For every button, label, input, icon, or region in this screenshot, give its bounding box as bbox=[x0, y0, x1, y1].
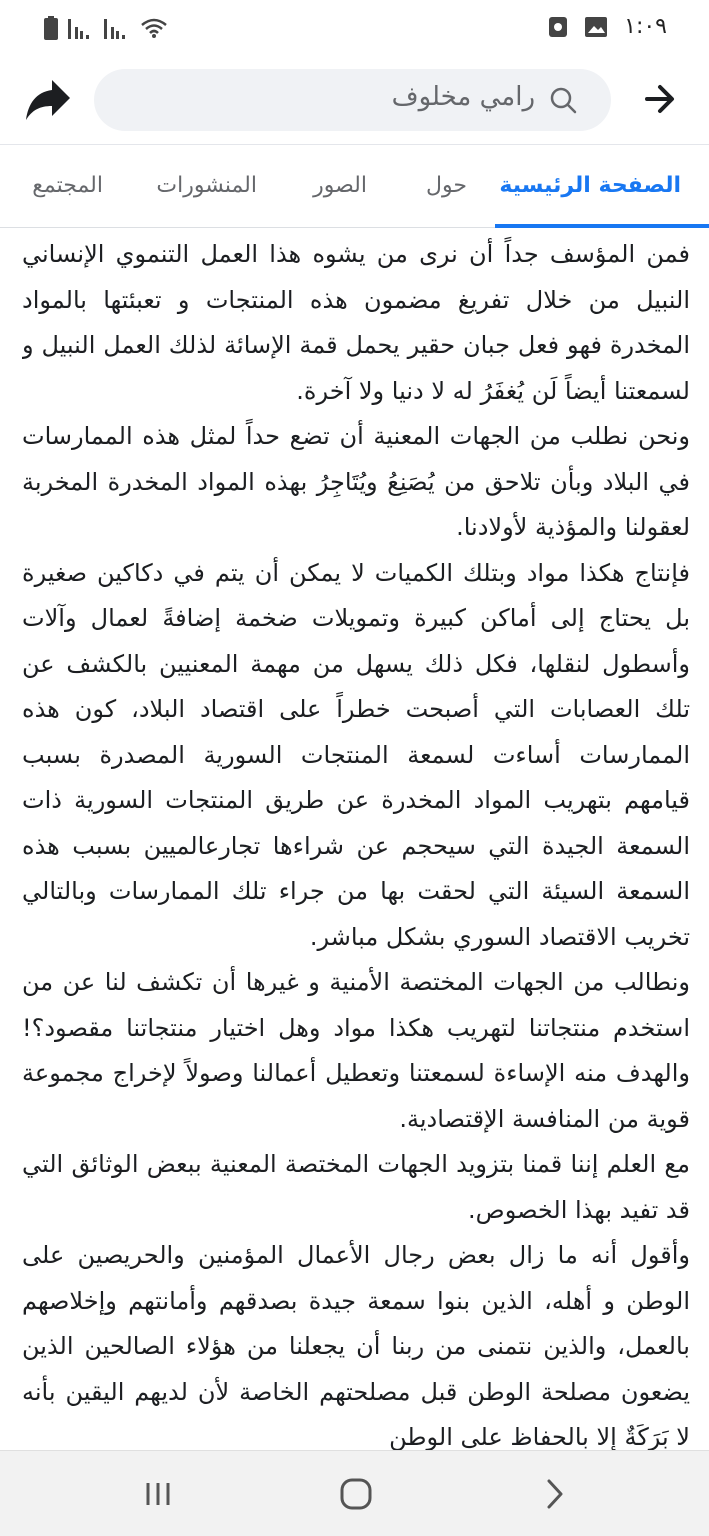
home-icon[interactable] bbox=[338, 1477, 374, 1511]
profile-tabs bbox=[0, 144, 709, 228]
recent-apps-icon[interactable] bbox=[140, 1477, 176, 1511]
image-icon bbox=[584, 16, 608, 38]
search-icon bbox=[549, 86, 577, 114]
tab-photos[interactable]: الصور bbox=[313, 173, 367, 198]
status-icons-left bbox=[44, 16, 168, 40]
post-paragraph: ونطالب من الجهات المختصة الأمنية و غيرها أن تكشف لنا عن من استخدم منتجاتنا لتهريب هكذا مواد وهل اختيار منتجاتنا مقصود؟! والهدف منه الإساءة لسمعتنا وتعطيل أعمالنا وصولاً لإخراج مجموعة قوية من المنافسة الإقتصادية. bbox=[22, 968, 690, 1133]
post-paragraph: مع العلم إننا قمنا بتزويد الجهات المختصة المعنية ببعض الوثائق التي قد تفيد بهذا الخصوص. bbox=[22, 1150, 690, 1224]
back-arrow-icon[interactable] bbox=[645, 82, 675, 116]
post-text bbox=[22, 232, 690, 1450]
header bbox=[0, 56, 709, 144]
tab-home[interactable]: الصفحة الرئيسية bbox=[499, 173, 681, 198]
status-bar bbox=[0, 0, 709, 56]
clock: ١:٠٩ bbox=[624, 14, 667, 39]
post-paragraph: ونحن نطلب من الجهات المعنية أن تضع حداً لمثل هذه الممارسات في البلاد وبأن تلاحق من يُصَنِعُ ويُتَاجِرُ بهذه المواد المخدرة المخربة لعقولنا والمؤذية لأولادنا. bbox=[22, 422, 690, 541]
tab-about[interactable]: حول bbox=[426, 173, 467, 198]
active-tab-indicator bbox=[495, 224, 709, 228]
signal-icon bbox=[68, 17, 94, 39]
navigation-bar bbox=[0, 1450, 709, 1536]
status-icons-right bbox=[548, 14, 667, 39]
tab-community[interactable]: المجتمع bbox=[32, 173, 103, 198]
search-query: رامي مخلوف bbox=[391, 82, 535, 112]
record-icon bbox=[548, 16, 568, 38]
search-bar[interactable] bbox=[94, 69, 611, 131]
post-paragraph: وأقول أنه ما زال بعض رجال الأعمال المؤمنين والحريصين على الوطن و أهله، الذين بنوا سمعة جيدة بصدقهم وأمانتهم وإخلاصهم بالعمل، والذين نتمنى من ربنا أن يجعلنا من هؤلاء الصالحين الذين يضعون مصلحة الوطن قبل مصلحتهم الخاصة لأن لديهم اليقين بأنه لا بَرَكَةٌ إلا بالحفاظ على الوطن bbox=[22, 1241, 690, 1450]
tab-posts[interactable]: المنشورات bbox=[156, 173, 257, 198]
signal-icon bbox=[104, 17, 130, 39]
battery-icon bbox=[44, 16, 58, 40]
wifi-icon bbox=[140, 17, 168, 39]
share-icon[interactable] bbox=[26, 78, 70, 120]
post-paragraph: فمن المؤسف جداً أن نرى من يشوه هذا العمل التنموي الإنساني النبيل من خلال تفريغ مضمون هذه المنتجات و تعبئتها بالمواد المخدرة فهو فعل جبان حقير يحمل قمة الإسائة لذلك العمل النبيل و لسمعتنا أيضاً لَن يُغفَرُ له لا دنيا ولا آخرة. bbox=[22, 240, 690, 405]
post-paragraph: فإنتاج هكذا مواد وبتلك الكميات لا يمكن أن يتم في دكاكين صغيرة بل يحتاج إلى أماكن كبيرة وتمويلات ضخمة إضافةً لعمال وآلات وأسطول لنقلها، فكل ذلك يسهل من مهمة المعنيين بالكشف عن تلك العصابات التي أصبحت خطراً على اقتصاد البلاد، كون هذه الممارسات أساءت لسمعة المنتجات السورية المصدرة بسبب قيامهم بتهريب المواد المخدرة عن طريق المنتجات السورية ذات السمعة الجيدة التي سيحجم عن شراءها تجارعالميين بسبب هذه السمعة السيئة التي لحقت بها من جراء تلك الممارسات وبالتالي تخريب الاقتصاد السوري بشكل مباشر. bbox=[22, 558, 690, 951]
back-icon[interactable] bbox=[536, 1477, 572, 1511]
